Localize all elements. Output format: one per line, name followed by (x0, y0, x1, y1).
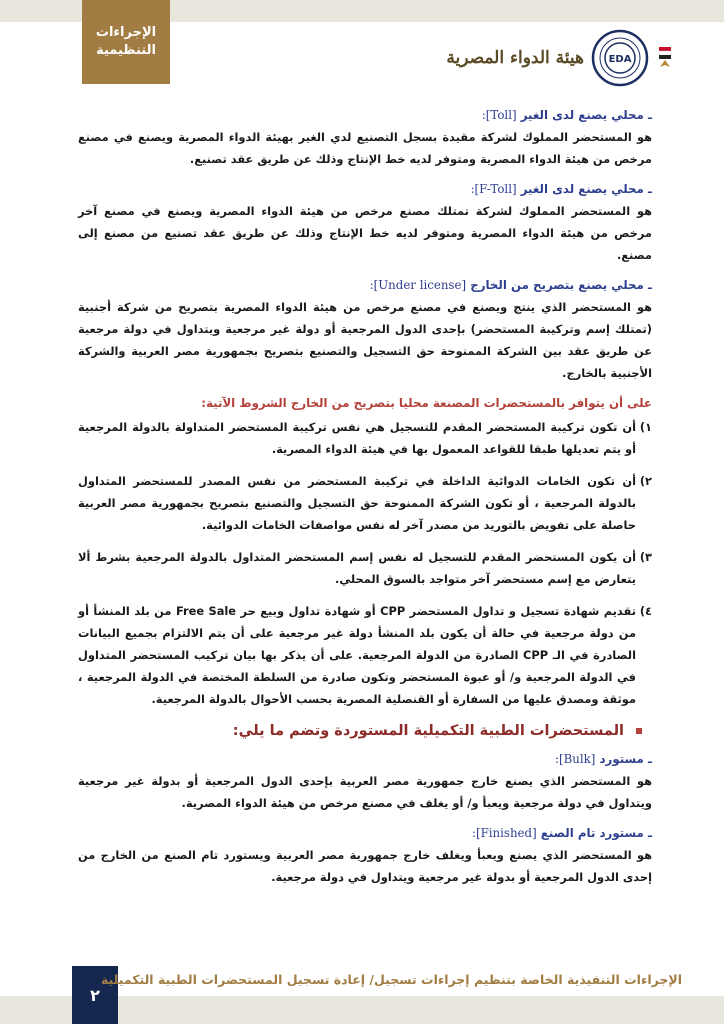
section-toll (78, 104, 652, 170)
imported-heading-text: المستحضرات الطبية التكميلية المستوردة وتضم ما يلي: (232, 723, 624, 739)
page-footer (0, 966, 724, 1024)
section-tag-line2: التنظيمية (96, 43, 156, 58)
condition-item (78, 600, 652, 710)
eda-logo (444, 26, 674, 90)
section-title: ـ مستورد (599, 752, 652, 766)
section-tag (82, 0, 170, 84)
footer-title: الإجراءات التنفيذية الخاصة بتنظيم إجراءات تسجيل/ إعادة تسجيل المستحضرات الطبية التكميلية (100, 972, 682, 987)
section-code: [Bulk]: (554, 752, 596, 766)
condition-item (78, 470, 652, 536)
section-code: [Finished]: (471, 826, 537, 840)
condition-text: أن تكون الخامات الدوائية الداخلة في تركيبة المستحضر من نفس المصدر للمستحضر المتداول بالدولة المرجعية ، أو تكون الشركة الممنوحة حق التسجيل والتصنيع بتصريح بجمهورية مصر العربية حاصلة على تفويض بالتوريد من مصدر آخر له نفس مواصفات الخامات الدوائية. (78, 474, 636, 532)
condition-number: ٢) (639, 474, 652, 488)
section-text: هو المستحضر الذي ينتج ويصنع في مصنع مرخص من هيئة الدواء المصرية بتصريح من شركة أجنبية (تمتلك إسم وتركيبة المستحضر) بإحدى الدول المرجعية أو دولة غير مرجعية ويتداول في دولة مرجعية عن طريق عقد بين الشركة الممنوحة حق التسجيل والتصنيع بتصريح بجمهورية مصر العربية والشركة الأجنبية بالخارج. (78, 300, 652, 380)
logo-badge: EDA (608, 54, 632, 65)
header-band (0, 0, 724, 92)
condition-text: أن يكون المستحضر المقدم للتسجيل له نفس إسم المستحضر المتداول بالدولة المرجعية بشرط ألا يتعارض مع إسم مستحضر آخر متواجد بالسوق المحلي. (78, 550, 636, 586)
section-code: [Toll]: (481, 108, 517, 122)
section-finished (78, 822, 652, 888)
condition-text: أن تكون تركيبة المستحضر المقدم للتسجيل هي نفس تركيبة المستحضر المتداولة بالدولة المرجعية أو يتم تعديلها طبقا للقواعد المعمول بها في هيئة الدواء المصرية. (78, 420, 636, 456)
conditions-heading: على أن يتوافر بالمستحضرات المصنعة محليا بتصريح من الخارج الشروط الآتية: (201, 396, 652, 410)
section-tag-line1: الإجراءات (95, 25, 157, 40)
eda-emblem-icon (590, 28, 650, 88)
condition-text: تقديم شهادة تسجيل و تداول المستحضر CPP أو شهادة تداول وبيع حر Free Sale من بلد المنشأ أو من دولة مرجعية في حالة أن يكون بلد المنشأ دولة غير مرجعية على أن يتم الالتزام بجميع البيانات الصادرة في الـ CPP الصادرة من الدولة المرجعية. على أن يذكر بها بيان تركيب المستحضر المتداول في الدولة المرجعية و/ أو عبوة المستحضر وتكون صادرة من السلطة المختصة في الدولة المرجعية ، موثقة ومصدق عليها من السفارة أو القنصلية المصرية بحسب الأحوال بالدولة المرجعية. (78, 604, 636, 706)
condition-number: ٣) (639, 550, 652, 564)
section-title: ـ محلي يصنع لدى الغير (520, 182, 652, 196)
section-code: [Under license]: (369, 278, 467, 292)
condition-item (78, 546, 652, 590)
imported-heading (78, 720, 642, 742)
section-bulk (78, 748, 652, 814)
section-f-toll (78, 178, 652, 266)
section-title: ـ محلي يصنع بتصريح من الخارج (470, 278, 652, 292)
section-text: هو المستحضر الذي يصنع خارج جمهورية مصر العربية بإحدى الدول المرجعية أو بدولة غير مرجعية ويتداول في دولة مرجعية ويعبأ و/ أو يغلف في مصنع مرخص من هيئة الدواء المصرية. (78, 774, 652, 810)
logo-text: هيئة الدواء المصرية (446, 48, 584, 68)
section-title: ـ محلي يصنع لدى الغير (520, 108, 652, 122)
page-number: ٢ (72, 966, 118, 1024)
section-text: هو المستحضر المملوك لشركة تمتلك مصنع مرخص من هيئة الدواء المصرية ويصنع في مصنع آخر مرخص من هيئة الدواء المصرية ومتوفر لديه خط الإنتاج وذلك عن طريق عقد تصنيع من مصنع إلى مصنع. (78, 204, 652, 262)
section-text: هو المستحضر الذي يصنع ويعبأ ويغلف خارج جمهورية مصر العربية ويستورد تام الصنع من الخارج من إحدى الدول المرجعية أو بدولة غير مرجعية ويتداول في دولة مرجعية. (78, 848, 652, 884)
section-under-license (78, 274, 652, 384)
condition-item (78, 416, 652, 460)
document-body (78, 104, 652, 896)
bullet-square-icon (636, 728, 642, 734)
section-code: [F-Toll]: (470, 182, 517, 196)
section-text: هو المستحضر المملوك لشركة مقيدة بسجل التصنيع لدي الغير بهيئة الدواء المصرية ويصنع في مصنع مرخص من هيئة الدواء المصرية ومتوفر لديه خط الإنتاج وذلك عن طريق عقد تصنيع. (78, 130, 652, 166)
section-title: ـ مستورد تام الصنع (540, 826, 652, 840)
condition-number: ٤) (639, 604, 652, 618)
condition-number: ١) (639, 420, 652, 434)
eagle-icon (656, 45, 674, 71)
